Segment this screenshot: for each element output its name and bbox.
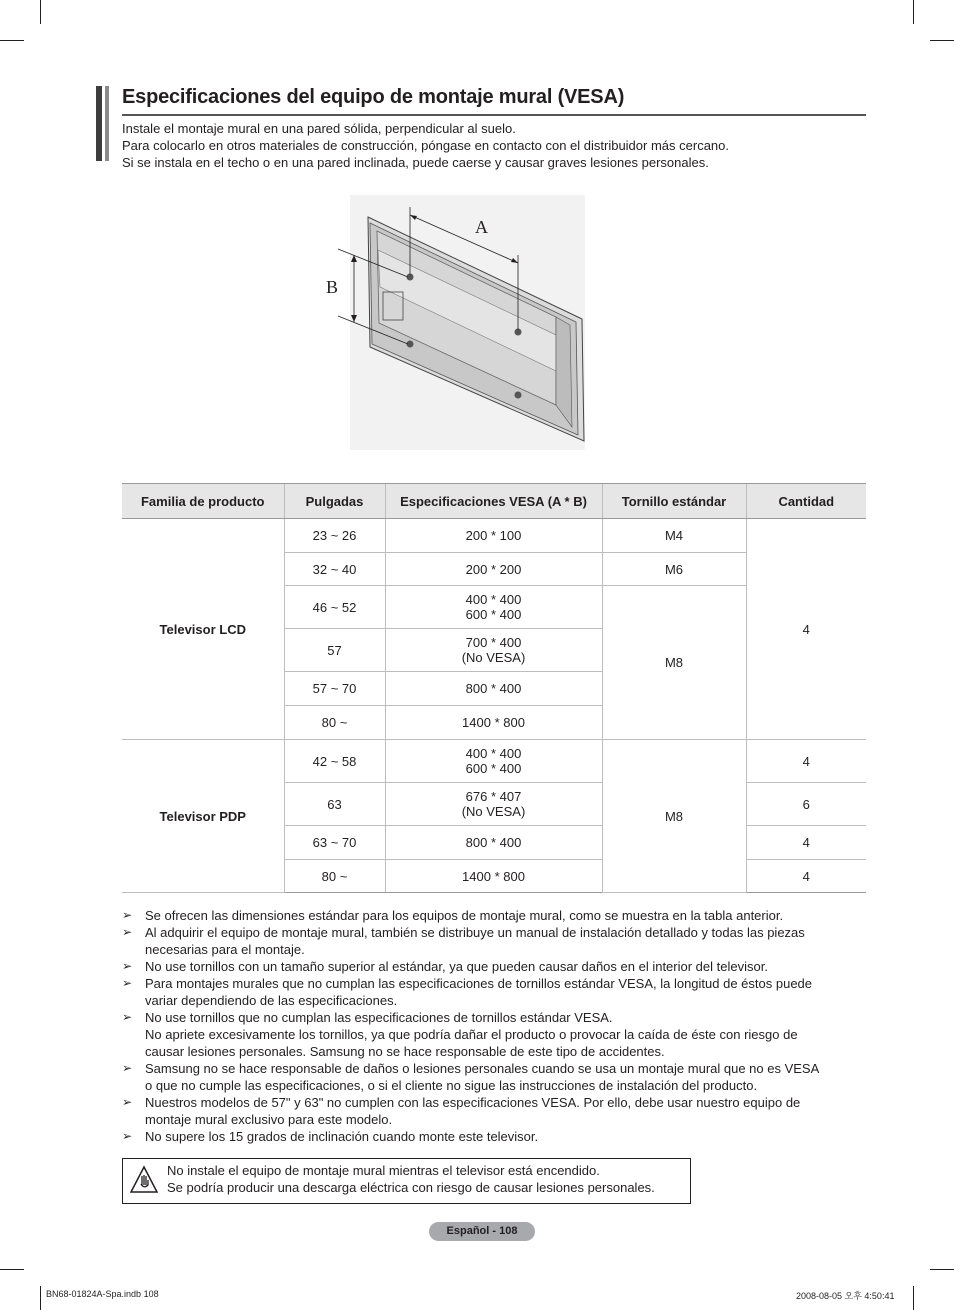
vesa-cell: 800 * 400	[385, 826, 602, 860]
screw-cell: M4	[602, 519, 746, 553]
caution-hand-icon	[129, 1165, 159, 1195]
quantity-cell: 6	[746, 783, 866, 826]
quantity-cell-lcd: 4	[746, 519, 866, 740]
crop-mark	[40, 1286, 41, 1310]
note-item: ➢ No use tornillos que no cumplan las especificaciones de tornillos estándar VESA. No apriete excesivamente los tornillos, ya que podría dañar el producto o provocar la caída de éste con riesgo de causar lesiones personales. Samsung no se hace responsable de este tipo de accidentes.	[122, 1010, 798, 1059]
crop-mark	[0, 40, 24, 41]
title-accent-bars	[96, 86, 112, 161]
vesa-cell: 400 * 400 600 * 400	[385, 740, 602, 783]
note-item: ➢ No supere los 15 grados de inclinación cuando monte este televisor.	[122, 1129, 539, 1144]
family-cell-pdp: Televisor PDP	[122, 740, 284, 893]
inches-cell: 80 ~	[284, 860, 385, 893]
inches-cell: 46 ~ 52	[284, 586, 385, 629]
screw-cell: M8	[602, 586, 746, 740]
note-arrow-icon: ➢	[122, 1095, 133, 1109]
note-arrow-icon: ➢	[122, 976, 133, 990]
vesa-cell: 400 * 400 600 * 400	[385, 586, 602, 629]
note-item: ➢ Nuestros modelos de 57" y 63" no cumplen con las especificaciones VESA. Por ello, debe usar nuestro equipo de montaje mural exclusivo para este modelo.	[122, 1095, 801, 1127]
intro-text	[122, 120, 729, 171]
vesa-cell: 1400 * 800	[385, 706, 602, 740]
note-arrow-icon: ➢	[122, 959, 133, 973]
crop-mark	[913, 1286, 914, 1310]
dimension-b-label: B	[326, 277, 339, 297]
note-arrow-icon: ➢	[122, 1129, 133, 1143]
screw-cell: M6	[602, 553, 746, 586]
note-arrow-icon: ➢	[122, 925, 133, 939]
vesa-cell: 700 * 400 (No VESA)	[385, 629, 602, 672]
note-arrow-icon: ➢	[122, 908, 133, 922]
header-screw: Tornillo estándar	[602, 484, 746, 519]
quantity-cell: 4	[746, 826, 866, 860]
inches-cell: 23 ~ 26	[284, 519, 385, 553]
crop-mark	[913, 0, 914, 24]
vesa-spec-table	[122, 483, 866, 893]
page-number-badge: Español - 108	[429, 1222, 535, 1241]
table-header-row	[122, 484, 866, 519]
note-item: ➢ Se ofrecen las dimensiones estándar para los equipos de montaje mural, como se muestra en la tabla anterior.	[122, 908, 784, 923]
family-cell-lcd: Televisor LCD	[122, 519, 284, 740]
footer-timestamp: 2008-08-05 오후 4:50:41	[796, 1291, 895, 1301]
note-arrow-icon: ➢	[122, 1061, 133, 1075]
header-inches: Pulgadas	[284, 484, 385, 519]
table-row	[122, 740, 866, 783]
inches-cell: 63 ~ 70	[284, 826, 385, 860]
notes-list	[122, 907, 866, 1145]
vesa-cell: 200 * 200	[385, 553, 602, 586]
warning-text: No instale el equipo de montaje mural mientras el televisor está encendido. Se podría producir una descarga eléctrica con riesgo de causar lesiones personales.	[167, 1163, 655, 1195]
dimension-a-label: A	[475, 217, 488, 237]
tv-wall-mount-diagram	[320, 195, 600, 455]
screw-cell: M8	[602, 740, 746, 893]
vesa-cell: 676 * 407 (No VESA)	[385, 783, 602, 826]
header-vesa: Especificaciones VESA (A * B)	[385, 484, 602, 519]
quantity-cell: 4	[746, 860, 866, 893]
footer-file-info: BN68-01824A-Spa.indb 108	[46, 1289, 159, 1299]
inches-cell: 32 ~ 40	[284, 553, 385, 586]
note-item: ➢ Al adquirir el equipo de montaje mural, también se distribuye un manual de instalación detallado y todas las piezas necesarias para el montaje.	[122, 925, 805, 957]
quantity-cell: 4	[746, 740, 866, 783]
vesa-cell: 800 * 400	[385, 672, 602, 706]
crop-mark	[0, 1269, 24, 1270]
note-item: ➢ No use tornillos con un tamaño superior al estándar, ya que pueden causar daños en el interior del televisor.	[122, 959, 768, 974]
note-item: ➢ Para montajes murales que no cumplan las especificaciones de tornillos estándar VESA, la longitud de éstos puede variar dependiendo de las especificaciones.	[122, 976, 813, 1008]
table-row	[122, 519, 866, 553]
inches-cell: 63	[284, 783, 385, 826]
title-rule	[122, 114, 866, 116]
crop-mark	[40, 0, 41, 24]
page-title: Especificaciones del equipo de montaje mural (VESA)	[122, 86, 625, 108]
vesa-cell: 1400 * 800	[385, 860, 602, 893]
header-quantity: Cantidad	[746, 484, 866, 519]
crop-mark	[930, 40, 954, 41]
intro-line: Para colocarlo en otros materiales de construcción, póngase en contacto con el distribuidor más cercano.	[122, 138, 729, 153]
header-family: Familia de producto	[122, 484, 284, 519]
vesa-cell: 200 * 100	[385, 519, 602, 553]
note-arrow-icon: ➢	[122, 1010, 133, 1024]
inches-cell: 57 ~ 70	[284, 672, 385, 706]
intro-line: Si se instala en el techo o en una pared inclinada, puede caerse y causar graves lesiones personales.	[122, 155, 709, 170]
inches-cell: 80 ~	[284, 706, 385, 740]
inches-cell: 42 ~ 58	[284, 740, 385, 783]
intro-line: Instale el montaje mural en una pared sólida, perpendicular al suelo.	[122, 121, 516, 136]
crop-mark	[930, 1269, 954, 1270]
note-item: ➢ Samsung no se hace responsable de daños o lesiones personales cuando se usa un montaje mural que no es VESA o que no cumple las especificaciones, o si el cliente no sigue las instrucciones de instalación del producto.	[122, 1061, 820, 1093]
warning-box	[122, 1158, 691, 1204]
inches-cell: 57	[284, 629, 385, 672]
